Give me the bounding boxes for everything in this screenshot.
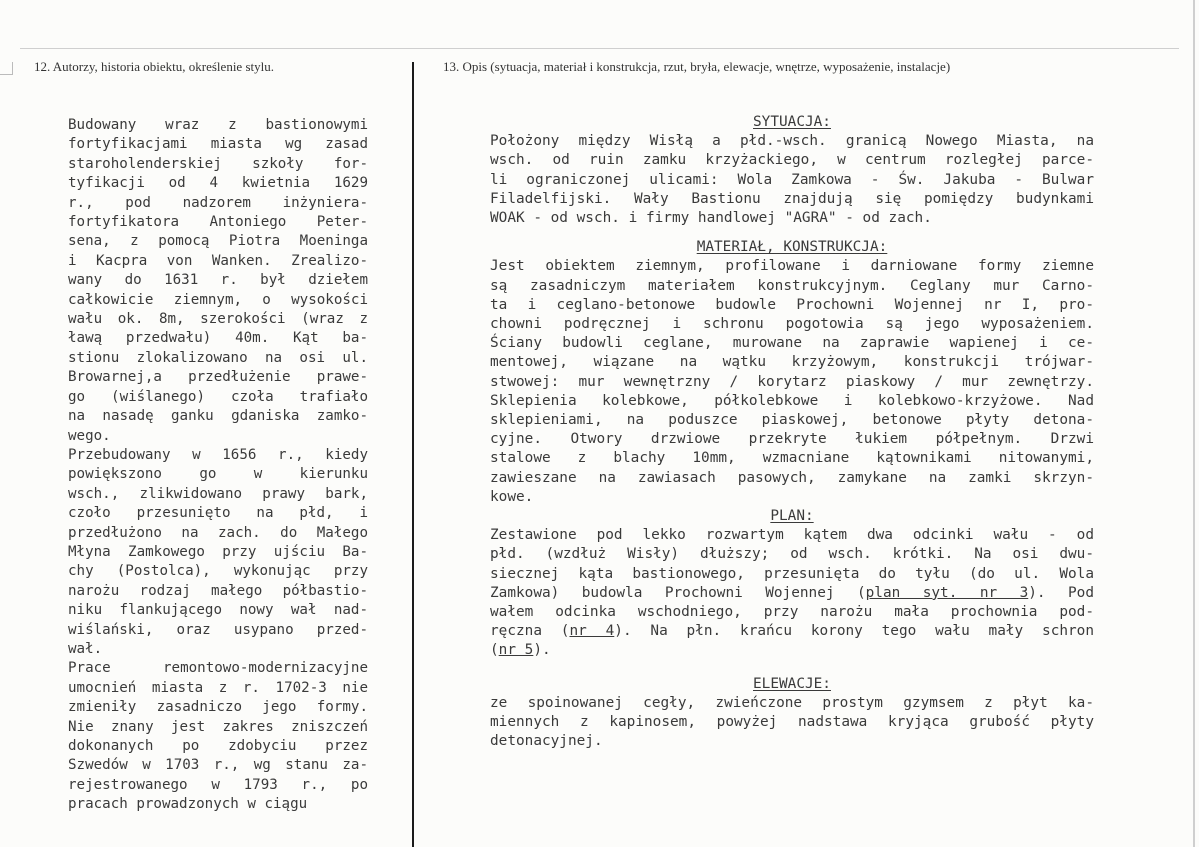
- section-title-material: MATERIAŁ, KONSTRUKCJA:: [696, 239, 888, 256]
- text-line: zmieniły zasadniczo jego formy.: [68, 699, 368, 716]
- history-text: [68, 116, 368, 815]
- text-line: kowe.: [490, 488, 534, 505]
- text-line: stalowe z blachy 10mm, wzmacniane kątownikami nitowanymi,: [490, 450, 1094, 467]
- text-line: [490, 622, 1094, 641]
- text-line: cyjne. Otwory drzwiowe przekryte łukiem półpełnym. Drzwi: [490, 431, 1094, 448]
- text-line: dokonanych po zdobyciu przez: [68, 738, 368, 754]
- text-line: li ograniczonej ulicami: Wola Zamkowa - Św. Jakuba - Bulwar: [490, 171, 1094, 188]
- section-13-header: 13. Opis (sytuacja, materiał i konstrukcja, rzut, bryła, elewacje, wnętrze, wyposażenie, instalacje): [443, 59, 951, 74]
- text-line: [490, 641, 1094, 660]
- text-line: przedłużono na zach. do Małego: [68, 524, 368, 541]
- text-line: Jest obiektem ziemnym, profilowane i darniowane formy ziemne: [490, 258, 1094, 275]
- text-line: Filadelfijski. Wały Bastionu znajdują się pomiędzy budynkami: [490, 190, 1094, 207]
- spacer: [490, 661, 1094, 671]
- text-line: wał.: [68, 640, 103, 657]
- text-line: rejestrowanego w 1793 r., po: [68, 776, 368, 793]
- text-line: mentowej, wiązane na wątku krzyżowym, konstrukcji trójwar-: [490, 354, 1094, 371]
- section-12-header: 12. Autorzy, historia obiektu, określenie stylu.: [34, 59, 274, 74]
- text-line: wsch., zlikwidowano prawy bark,: [68, 485, 368, 502]
- column-divider: [412, 62, 414, 847]
- text-segment: (: [490, 642, 499, 659]
- text-line: wałem odcinka wschodniego, przy narożu mała prochownia pod-: [490, 604, 1094, 621]
- text-segment: ręczna (: [490, 623, 570, 640]
- text-line: detonacyjnej.: [490, 733, 603, 750]
- text-line: całkowicie ziemnym, o wysokości: [68, 291, 368, 308]
- text-line: czoło przesunięto na płd, i: [68, 505, 368, 522]
- text-line: pracach prowadzonych w ciągu: [68, 796, 308, 813]
- text-line: wego.: [68, 427, 111, 444]
- text-line: ze spoinowanej cegły, zwieńczone prostym gzymsem z płyt ka-: [490, 694, 1094, 711]
- text-line: Ściany budowli ceglane, murowane na zaprawie wapienej i ce-: [490, 335, 1094, 352]
- text-line: wsch. od ruin zamku krzyżackiego, w centrum rozległej parce-: [490, 152, 1094, 169]
- text-segment: Zamkowa) budowla Prochowni Wojennej (: [490, 584, 866, 601]
- text-line: Przebudowany w 1656 r., kiedy: [68, 446, 368, 463]
- text-line: Szwedów w 1703 r., wg stanu za-: [68, 757, 368, 774]
- text-line: ta i ceglano-betonowe budowle Prochowni Wojennej nr I, pro-: [490, 296, 1094, 313]
- section-title-sytuacja: SYTUACJA:: [753, 114, 831, 130]
- text-line: Budowany wraz z bastionowymi: [68, 117, 368, 133]
- top-rule: [20, 48, 1179, 49]
- text-line: tyfikacji od 4 kwietnia 1629: [68, 175, 368, 192]
- text-line: staroholenderskiej szkoły for-: [68, 155, 368, 172]
- text-line: chowni podręcznej i schronu pogotowia są jego wyposażeniem.: [490, 316, 1094, 333]
- text-line: wiślański, oraz usypano przed-: [68, 621, 368, 638]
- text-line: umocnień miasta z r. 1702-3 nie: [68, 679, 368, 696]
- text-segment: ). Pod: [1028, 584, 1095, 601]
- description-text: [490, 113, 1094, 752]
- text-line: wany do 1631 r. był dziełem: [68, 272, 368, 289]
- section-title-plan: PLAN:: [770, 508, 814, 525]
- text-line: Nie znany jest zakres zniszczeń: [68, 718, 368, 735]
- text-line: na nasadę ganku gdaniska zamko-: [68, 408, 368, 425]
- text-segment: ). Na płn. krańcu korony tego wału mały schron: [614, 623, 1095, 640]
- text-line: siecznej kąta bastionowego, przesunięta do tyłu (do ul. Wola: [490, 565, 1094, 582]
- text-line: Sklepienia kolebkowe, półkolebkowe i kolebkowo-krzyżowe. Nad: [490, 392, 1094, 409]
- plan-reference: nr 5: [498, 642, 534, 659]
- text-line: ławą przedwału) 40m. Kąt ba-: [68, 330, 368, 347]
- text-line: WOAK - od wsch. i firmy handlowej "AGRA" - od zach.: [490, 210, 932, 227]
- text-line: Młyna Zamkowego przy ujściu Ba-: [68, 543, 368, 560]
- text-line: go (wiślanego) czoła trafiało: [68, 388, 368, 405]
- text-line: i Kacpra von Wanken. Zrealizo-: [68, 252, 368, 269]
- text-segment: ).: [533, 642, 551, 659]
- text-line: płd. (wzdłuż Wisły) dłuższy; od wsch. krótki. Na osi dwu-: [490, 546, 1094, 563]
- text-line: Prace remontowo-modernizacyjne: [68, 660, 368, 677]
- text-line: stwowej: mur wewnętrzny / korytarz piaskowy / mur zewnętrzy.: [490, 373, 1094, 390]
- text-line: chy (Postolca), wykonując przy: [68, 563, 368, 580]
- spacer: [490, 228, 1094, 238]
- page-edge: [1193, 0, 1195, 847]
- text-line: narożu rodzaj małego półbastio-: [68, 582, 368, 599]
- text-line: są zasadniczym materiałem konstrukcyjnym. Ceglany mur Carno-: [490, 277, 1094, 294]
- text-line: Położony między Wisłą a płd.-wsch. granicą Nowego Miasta, na: [490, 133, 1094, 150]
- text-line: Zestawione pod lekko rozwartym kątem dwa odcinki wału - od: [490, 527, 1094, 544]
- text-line: zawieszane na zawiasach pasowych, zamykane na zamki skrzyn-: [490, 469, 1094, 486]
- text-line: r., pod nadzorem inżyniera-: [68, 194, 368, 211]
- corner-mark: [0, 62, 13, 75]
- plan-reference: plan syt. nr 3: [865, 584, 1029, 601]
- text-line: powiększono go w kierunku: [68, 466, 368, 483]
- plan-reference: nr 4: [569, 623, 615, 640]
- text-line: fortyfikatora Antoniego Peter-: [68, 214, 368, 231]
- text-line: miennych z kapinosem, powyżej nadstawa kryjąca grubość płyty: [490, 714, 1094, 731]
- text-line: niku flankującego nowy wał nad-: [68, 602, 368, 619]
- text-line: sena, z pomocą Piotra Moeninga: [68, 233, 368, 250]
- section-title-elewacje: ELEWACJE:: [753, 675, 831, 692]
- text-line: [490, 584, 1094, 603]
- text-line: Browarnej,a przedłużenie prawe-: [68, 369, 368, 386]
- text-line: fortyfikacjami miasta wg zasad: [68, 136, 368, 153]
- text-line: wału ok. 8m, szerokości (wraz z: [68, 311, 368, 328]
- text-line: stionu zlokalizowano na osi ul.: [68, 349, 368, 366]
- text-line: sklepieniami, na poduszce piaskowej, betonowe płyty detona-: [490, 412, 1094, 429]
